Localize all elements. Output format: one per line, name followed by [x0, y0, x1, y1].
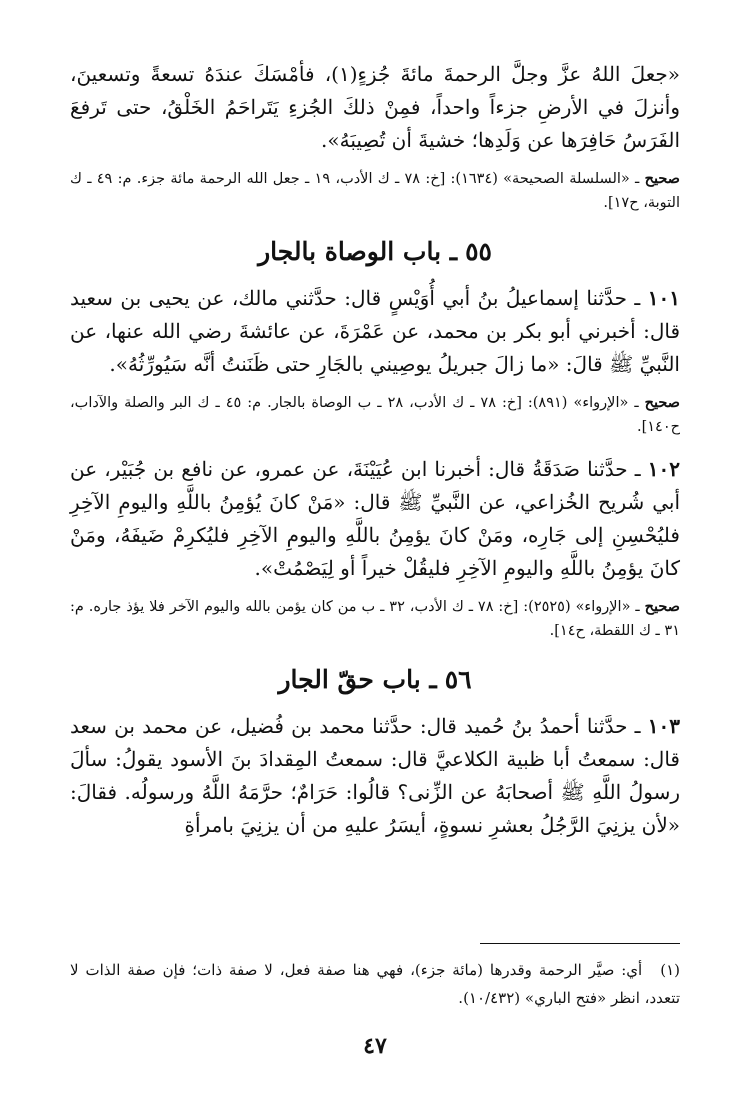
page-number: ٤٧ [363, 1033, 387, 1059]
hadith-text: ـ حدَّثنا أحمدُ بنُ حُميد قال: حدَّثنا محمد بن فُضيل، عن محمد بن سعد قال: سمعتُ أبا ظبية الكلاعيَّ قال: سمعتُ المِقدادَ بنَ الأسود يقولُ: سألَ رسولُ اللَّهِ ﷺ أصحابَهُ عن الزِّنى؟ قالُوا: حَرَامٌ؛ حرَّمَهُ اللَّهُ ورسولُه. فقالَ: «لأن يزنِيَ الرَّجُلُ بعشرِ نسوةٍ، أيسَرُ عليهِ من أن يزنِيَ بامرأةِ [70, 714, 680, 837]
source-text: ـ «الإرواء» (٢٥٢٥): [خ: ٧٨ ـ ك الأدب، ٣٢ ـ ب من كان يؤمن بالله واليوم الآخر فلا يؤذ جاره. م: ٣١ ـ ك اللقطة، ح١٤]. [70, 599, 680, 639]
hadith-number: ١٠١ [647, 286, 680, 310]
hadith-100-continuation: «جعلَ اللهُ عزَّ وجلَّ الرحمةَ مائةَ جُزءٍ(١)، فأمْسَكَ عندَهُ تسعةً وتسعينَ، وأنزلَ في الأرضِ جزءاً واحداً، فمِنْ ذلكَ الجُزءِ يَتَراحَمُ الخَلْقُ، حتى تَرفعَ الفَرَسُ حَافِرَها عن وَلَدِها؛ خشيةَ أن تُصِيبَهُ». [70, 62, 680, 152]
chapter-title: ـ باب حقّ الجار [278, 665, 437, 694]
hadith-102-source [70, 595, 680, 643]
chapter-title: ـ باب الوصاة بالجار [258, 237, 458, 266]
hadith-number: ١٠٢ [647, 457, 680, 481]
hadith-number: ١٠٣ [647, 714, 680, 738]
chapter-56-heading [70, 665, 680, 694]
hadith-text: ـ حدَّثنا صَدَقَةُ قال: أخبرنا ابن عُيَيْنَةَ، عن عمرو، عن نافع بن جُبَيْر، عن أبي شُريح الخُزاعي، عن النَّبيِّ ﷺ قال: «مَنْ كانَ يُؤمِنُ باللَّهِ واليومِ الآخِرِ فليُحْسِنِ إلى جَارِه، ومَنْ كانَ يؤمِنُ باللَّهِ واليومِ الآخِرِ فليُكرِمْ ضَيفَهُ، ومَنْ كانَ يؤمِنُ باللَّهِ واليومِ الآخِرِ فليقُلْ خيراً أو لِيَصْمُتْ». [70, 457, 680, 580]
grading-label: صحيح [644, 394, 680, 411]
chapter-55-heading [70, 237, 680, 266]
hadith-102 [70, 453, 680, 585]
hadith-100-source [70, 167, 680, 215]
grading-label: صحيح [644, 598, 680, 615]
chapter-number: ٥٦ [444, 665, 472, 694]
hadith-103 [70, 710, 680, 842]
source-text: ـ «السلسلة الصحيحة» (١٦٣٤): [خ: ٧٨ ـ ك الأدب، ١٩ ـ جعل الله الرحمة مائة جزء. م: ٤٩ ـ ك التوبة، ح١٧]. [70, 171, 680, 211]
footnote [70, 956, 680, 1012]
hadith-text: ـ حدَّثنا إسماعيلُ بنُ أبي أُوَيْسٍ قال: حدَّثني مالك، عن يحيى بن سعيد قال: أخبرني أبو بكر بن محمد، عن عَمْرَةَ، عن عائشةَ رضي الله عنها، عن النَّبيِّ ﷺ قالَ: «ما زالَ جبريلُ يوصِيني بالجَارِ حتى ظَنَنتُ أنَّه سَيُورِّثُهُ». [70, 286, 680, 376]
hadith-101-source [70, 391, 680, 439]
footnote-divider [480, 943, 680, 944]
chapter-number: ٥٥ [465, 237, 492, 266]
grading-label: صحيح [644, 170, 680, 187]
book-page [70, 58, 680, 1097]
footnote-mark: (١) [660, 961, 680, 979]
source-text: ـ «الإرواء» (٨٩١): [خ: ٧٨ ـ ك الأدب، ٢٨ ـ ب الوصاة بالجار. م: ٤٥ ـ ك البر والصلة والآداب، ح١٤٠]. [70, 395, 680, 435]
hadith-101 [70, 282, 680, 381]
footnote-text: أي: صيَّر الرحمة وقدرها (مائة جزء)، فهي هنا صفة فعل، لا صفة ذات؛ فإن صفة الذات لا تتعدد، انظر «فتح الباري» (١٠/٤٣٢). [70, 961, 680, 1007]
